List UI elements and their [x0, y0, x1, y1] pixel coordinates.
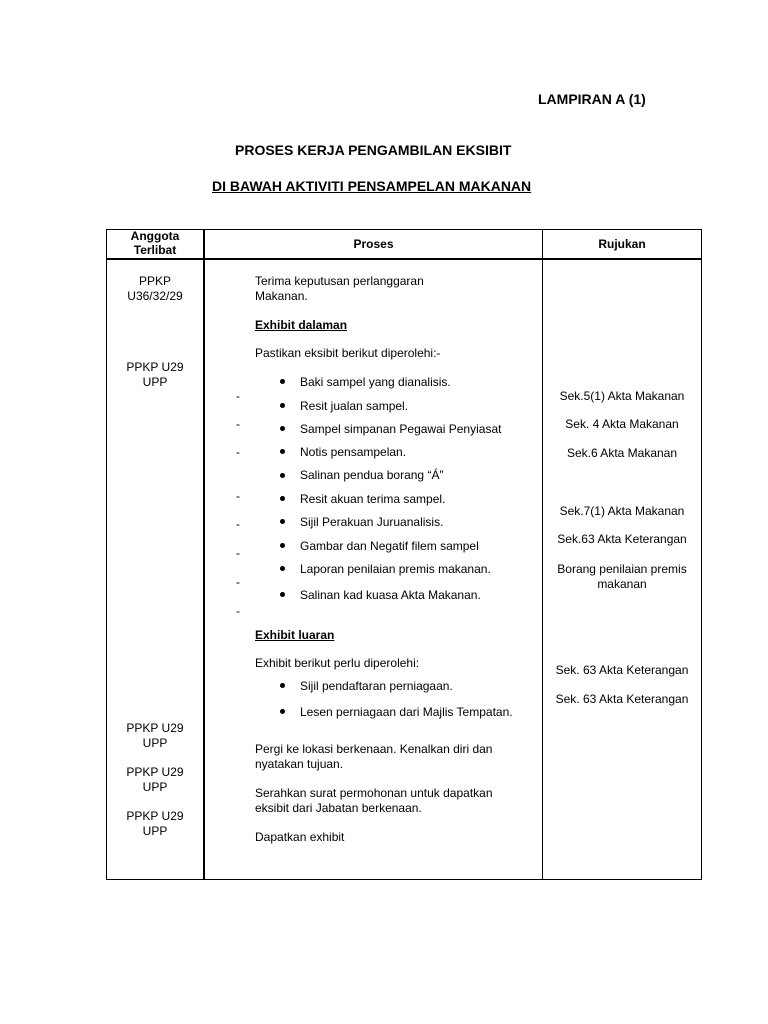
proses-step: Pergi ke lokasi berkenaan. Kenalkan diri dan nyatakan tujuan.: [255, 742, 493, 771]
bullet-icon: [280, 473, 285, 478]
list-item: Baki sampel yang dianalisis.: [300, 375, 451, 389]
column-header-proses: Proses: [353, 237, 394, 251]
anggota-cell: PPKP U29 UPP: [126, 721, 184, 750]
anggota-cell: PPKP U29 UPP: [126, 360, 184, 389]
list-item: Gambar dan Negatif filem sampel: [300, 539, 479, 553]
rujukan-cell: Sek.5(1) Akta Makanan: [559, 389, 685, 403]
list-item: Laporan penilaian premis makanan.: [300, 562, 491, 576]
rujukan-cell: Borang penilaian premis makanan: [557, 562, 687, 591]
dash-marker: -: [236, 489, 240, 503]
list-item: Sampel simpanan Pegawai Penyiasat: [300, 422, 502, 436]
list-item: Salinan pendua borang “Á”: [300, 468, 444, 482]
bullet-icon: [280, 592, 285, 597]
column-header-anggota-text: Anggota Terlibat: [130, 229, 180, 257]
table-header-divider: [106, 258, 702, 260]
bullet-icon: [280, 566, 285, 571]
table-border-bottom: [106, 879, 702, 880]
anggota-cell: PPKP U36/32/29: [127, 274, 183, 303]
list-item: Lesen perniagaan dari Majlis Tempatan.: [300, 705, 513, 719]
rujukan-cell: Sek.6 Akta Makanan: [566, 446, 678, 460]
proses-intro: Terima keputusan perlanggaran Makanan.: [255, 274, 424, 303]
table-col-divider-2: [542, 229, 543, 880]
table-col-divider-1: [203, 229, 205, 880]
rujukan-cell: Sek.7(1) Akta Makanan: [559, 504, 685, 518]
list-item: Sijil Perakuan Juruanalisis.: [300, 515, 444, 529]
column-header-anggota: [110, 229, 200, 257]
proses-step: Dapatkan exhibit: [255, 830, 345, 844]
dash-marker: -: [236, 389, 240, 403]
rujukan-cell: Sek. 63 Akta Keterangan: [555, 663, 689, 677]
bullet-icon: [280, 426, 285, 431]
anggota-cell: PPKP U29 UPP: [126, 809, 184, 838]
exhibit-luaran-heading: Exhibit luaran: [255, 628, 335, 642]
table-border-right: [701, 229, 702, 880]
exhibit-luaran-intro: Exhibit berikut perlu diperolehi:: [255, 656, 420, 670]
dash-marker: -: [236, 417, 240, 431]
dash-marker: -: [236, 575, 240, 589]
anggota-cell: PPKP U29 UPP: [126, 765, 184, 794]
bullet-icon: [280, 449, 285, 454]
dash-marker: -: [236, 445, 240, 459]
bullet-icon: [280, 709, 285, 714]
list-item: Sijil pendaftaran perniagaan.: [300, 679, 453, 693]
rujukan-cell: Sek. 63 Akta Keterangan: [555, 692, 689, 706]
dash-marker: -: [236, 546, 240, 560]
bullet-icon: [280, 683, 285, 688]
bullet-icon: [280, 543, 285, 548]
column-header-rujukan: Rujukan: [598, 237, 646, 251]
bullet-icon: [280, 403, 285, 408]
list-item: Notis pensampelan.: [300, 445, 407, 459]
dash-marker: -: [236, 517, 240, 531]
proses-step: Serahkan surat permohonan untuk dapatkan eksibit dari Jabatan berkenaan.: [255, 786, 493, 815]
bullet-icon: [280, 496, 285, 501]
document-title: PROSES KERJA PENGAMBILAN EKSIBIT: [235, 142, 512, 158]
exhibit-dalaman-heading: Exhibit dalaman: [255, 318, 348, 332]
lampiran-label: LAMPIRAN A (1): [538, 91, 646, 107]
list-item: Salinan kad kuasa Akta Makanan.: [300, 588, 481, 602]
rujukan-cell: Sek.63 Akta Keterangan: [557, 532, 687, 546]
bullet-icon: [280, 519, 285, 524]
dash-marker: -: [236, 604, 240, 618]
list-item: Resit jualan sampel.: [300, 399, 409, 413]
rujukan-cell: Sek. 4 Akta Makanan: [565, 417, 679, 431]
list-item: Resit akuan terima sampel.: [300, 492, 446, 506]
bullet-icon: [280, 379, 285, 384]
exhibit-dalaman-intro: Pastikan eksibit berikut diperolehi:-: [255, 346, 441, 360]
document-subtitle: DI BAWAH AKTIVITI PENSAMPELAN MAKANAN: [212, 178, 532, 194]
